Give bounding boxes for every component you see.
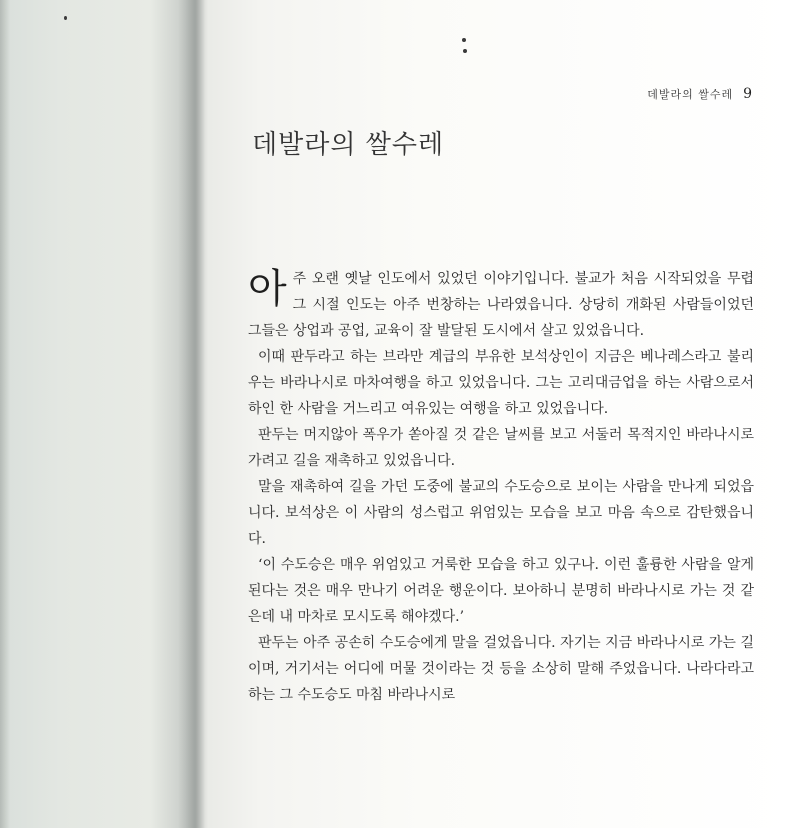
drop-cap: 아 [248,266,287,312]
book-gutter [178,0,208,828]
paragraph [248,266,754,344]
running-header [647,86,753,102]
page-number: 9 [743,86,753,102]
paragraph: 판두는 머지않아 폭우가 쏟아질 것 같은 날씨를 보고 서둘러 목적지인 바라나시로 가려고 길을 재촉하고 있었읍니다. [248,427,754,469]
paragraph: 판두는 아주 공손히 수도승에게 말을 걸었읍니다. 자기는 지금 바라나시로 가는 길이며, 거기서는 어디에 머물 것이라는 것 등을 소상히 말해 주었읍니다. 나라다라고 하는 그 수도승도 마침 바라나시로 [248,635,754,703]
ink-speck [64,16,67,20]
ink-speck [463,49,467,53]
running-title: 데발라의 쌀수레 [647,88,734,101]
chapter-title: 데발라의 쌀수레 [252,130,445,160]
paragraph: 말을 재촉하여 길을 가던 도중에 불교의 수도승으로 보이는 사람을 만나게 되었읍니다. 보석상은 이 사람의 성스럽고 위엄있는 모습을 보고 마음 속으로 감탄했읍니다. [248,479,754,547]
ink-speck [462,38,466,42]
paragraph: 이때 판두라고 하는 브라만 계급의 부유한 보석상인이 지금은 베나레스라고 불리우는 바라나시로 마차여행을 하고 있었읍니다. 그는 고리대금업을 하는 사람으로서 하인 한 사람을 거느리고 여유있는 여행을 하고 있었읍니다. [248,349,754,417]
paragraph-text: 주 오랜 옛날 인도에서 있었던 이야기입니다. 불교가 처음 시작되었을 무렵 그 시절 인도는 아주 번창하는 나라였읍니다. 상당히 개화된 사람들이었던 그들은 상업과 공업, 교육이 잘 발달된 도시에서 살고 있었읍니다. [248,271,754,339]
body-text [248,266,754,708]
paragraph: ‘이 수도승은 매우 위엄있고 거룩한 모습을 하고 있구나. 이런 훌륭한 사람을 알게 된다는 것은 매우 만나기 어려운 행운이다. 보아하니 분명히 바라나시로 가는 것 같은데 내 마차로 모시도록 해야겠다.’ [248,557,754,625]
page-edge [0,0,10,828]
